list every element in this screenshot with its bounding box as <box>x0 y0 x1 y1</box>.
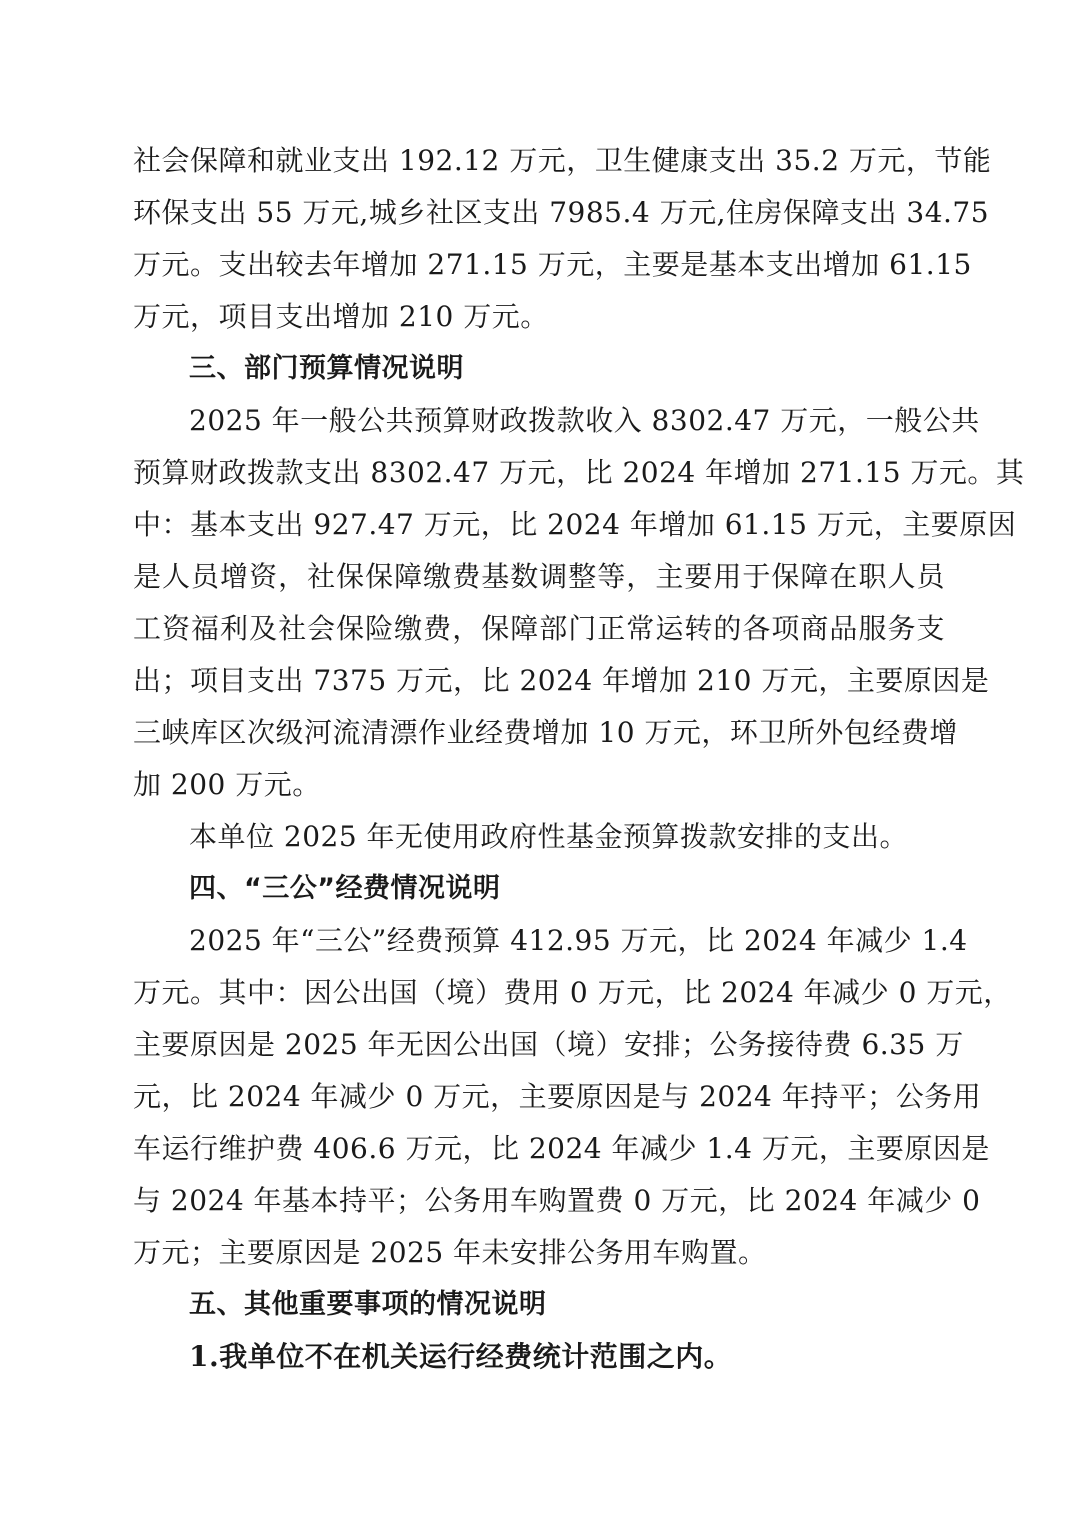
paragraph-line: 2025 年“三公”经费预算 412.95 万元，比 2024 年减少 1.4 <box>189 924 968 957</box>
paragraph-line: 工资福利及社会保险缴费，保障部门正常运转的各项商品服务支 <box>133 612 945 645</box>
paragraph-line: 万元，项目支出增加 210 万元。 <box>133 300 549 333</box>
paragraph-line: 本单位 2025 年无使用政府性基金预算拨款安排的支出。 <box>189 820 909 853</box>
document-body <box>133 135 1025 1383</box>
section-heading: 四、“三公”经费情况说明 <box>189 873 501 904</box>
paragraph-line: 是人员增资，社保保障缴费基数调整等，主要用于保障在职人员 <box>133 560 945 593</box>
paragraph-line: 加 200 万元。 <box>133 768 321 801</box>
paragraph-line: 万元。支出较去年增加 271.15 万元，主要是基本支出增加 61.15 <box>133 248 972 281</box>
section-heading: 三、部门预算情况说明 <box>189 353 464 384</box>
paragraph-line: 万元。其中：因公出国（境）费用 0 万元，比 2024 年减少 0 万元， <box>133 976 1012 1009</box>
paragraph-line: 元，比 2024 年减少 0 万元，主要原因是与 2024 年持平；公务用 <box>133 1080 982 1113</box>
paragraph-line: 出；项目支出 7375 万元，比 2024 年增加 210 万元，主要原因是 <box>133 664 990 697</box>
paragraph-line: 2025 年一般公共预算财政拨款收入 8302.47 万元，一般公共 <box>189 404 980 437</box>
paragraph-line: 万元；主要原因是 2025 年未安排公务用车购置。 <box>133 1236 767 1269</box>
paragraph-line: 预算财政拨款支出 8302.47 万元，比 2024 年增加 271.15 万元。其 <box>133 456 1025 489</box>
paragraph-line: 车运行维护费 406.6 万元，比 2024 年减少 1.4 万元，主要原因是 <box>133 1132 990 1165</box>
paragraph-line: 与 2024 年基本持平；公务用车购置费 0 万元，比 2024 年减少 0 <box>133 1184 981 1217</box>
paragraph-line: 环保支出 55 万元,城乡社区支出 7985.4 万元,住房保障支出 34.75 <box>133 196 990 229</box>
paragraph-line: 社会保障和就业支出 192.12 万元，卫生健康支出 35.2 万元，节能 <box>133 144 992 177</box>
paragraph-line: 三峡库区次级河流清漂作业经费增加 10 万元，环卫所外包经费增 <box>133 716 958 749</box>
paragraph-line: 中：基本支出 927.47 万元，比 2024 年增加 61.15 万元，主要原因 <box>133 508 1017 541</box>
section-heading: 五、其他重要事项的情况说明 <box>189 1289 547 1320</box>
paragraph-line: 主要原因是 2025 年无因公出国（境）安排；公务接待费 6.35 万 <box>133 1028 964 1061</box>
numbered-item: 1.我单位不在机关运行经费统计范围之内。 <box>189 1340 733 1373</box>
